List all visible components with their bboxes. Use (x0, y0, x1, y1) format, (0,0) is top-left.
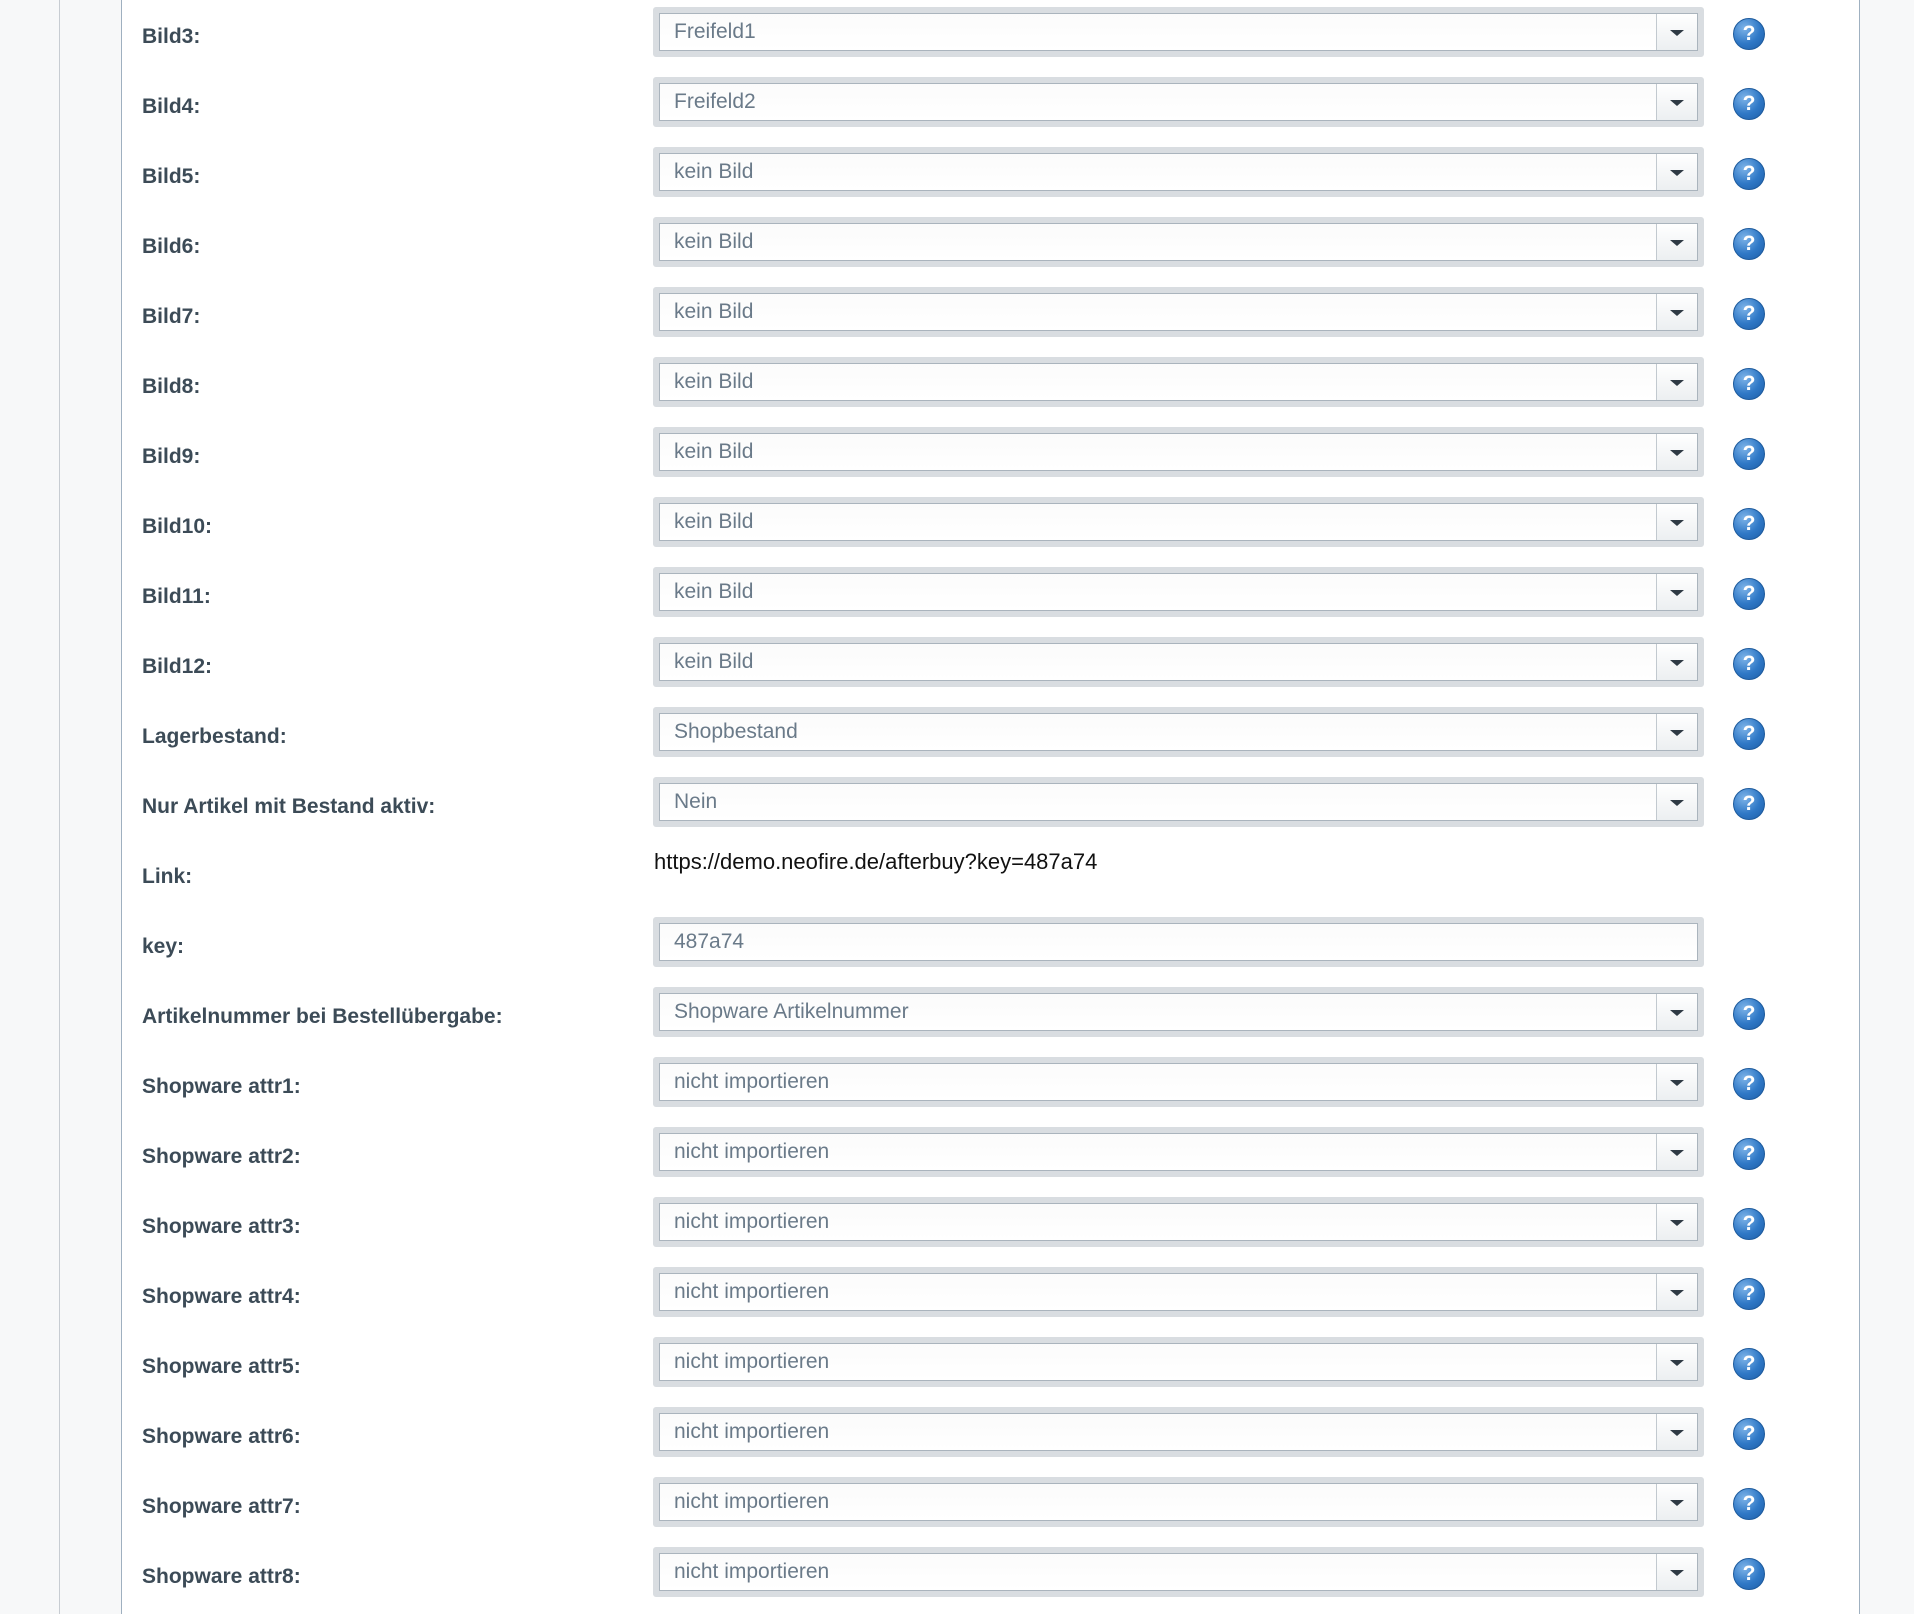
lagerbestand-select[interactable] (653, 707, 1704, 757)
artikelnummer-select[interactable] (653, 987, 1704, 1037)
field-label: Shopware attr3: (142, 1215, 301, 1238)
help-icon[interactable]: ? (1733, 1068, 1765, 1100)
field-label: Bild5: (142, 165, 201, 188)
chevron-down-icon (1670, 100, 1684, 106)
dropdown-trigger[interactable] (1656, 1064, 1697, 1100)
shopware-attr7-select[interactable] (653, 1477, 1704, 1527)
shopware-attr1-select[interactable] (653, 1057, 1704, 1107)
field-label: Bild7: (142, 305, 201, 328)
chevron-down-icon (1670, 380, 1684, 386)
field-label: Lagerbestand: (142, 725, 287, 748)
nur-artikel-mit-bestand-select[interactable] (653, 777, 1704, 827)
select-value: kein Bild (674, 230, 754, 253)
select-value: kein Bild (674, 510, 754, 533)
chevron-down-icon (1670, 730, 1684, 736)
bild4-select[interactable] (653, 77, 1704, 127)
dropdown-trigger[interactable] (1656, 364, 1697, 400)
help-icon[interactable]: ? (1733, 1208, 1765, 1240)
field-label: Bild12: (142, 655, 213, 678)
select-value: kein Bild (674, 300, 754, 323)
bild12-select[interactable] (653, 637, 1704, 687)
outer-border-line (59, 0, 60, 1614)
shopware-attr4-select[interactable] (653, 1267, 1704, 1317)
chevron-down-icon (1670, 450, 1684, 456)
help-icon[interactable]: ? (1733, 1418, 1765, 1450)
dropdown-trigger[interactable] (1656, 574, 1697, 610)
select-value: Nein (674, 790, 718, 813)
form-row-bild10 (122, 492, 1859, 562)
help-icon[interactable]: ? (1733, 998, 1765, 1030)
dropdown-trigger[interactable] (1656, 1274, 1697, 1310)
dropdown-trigger[interactable] (1656, 994, 1697, 1030)
chevron-down-icon (1670, 1150, 1684, 1156)
field-label: Link: (142, 865, 193, 888)
help-icon[interactable]: ? (1733, 1558, 1765, 1590)
help-icon[interactable]: ? (1733, 718, 1765, 750)
dropdown-trigger[interactable] (1656, 294, 1697, 330)
dropdown-trigger[interactable] (1656, 434, 1697, 470)
chevron-down-icon (1670, 1500, 1684, 1506)
help-icon[interactable]: ? (1733, 438, 1765, 470)
dropdown-trigger[interactable] (1656, 644, 1697, 680)
select-value: kein Bild (674, 160, 754, 183)
dropdown-trigger[interactable] (1656, 504, 1697, 540)
form-row-shopware-attr5 (122, 1332, 1859, 1402)
chevron-down-icon (1670, 520, 1684, 526)
dropdown-trigger[interactable] (1656, 1554, 1697, 1590)
form-row-bild7 (122, 282, 1859, 352)
form-row-bild9 (122, 422, 1859, 492)
help-icon[interactable]: ? (1733, 648, 1765, 680)
form-row-bild4 (122, 72, 1859, 142)
chevron-down-icon (1670, 660, 1684, 666)
dropdown-trigger[interactable] (1656, 1204, 1697, 1240)
field-label: Shopware attr4: (142, 1285, 301, 1308)
chevron-down-icon (1670, 310, 1684, 316)
help-icon[interactable]: ? (1733, 18, 1765, 50)
select-value: Freifeld1 (674, 20, 756, 43)
field-label: Shopware attr1: (142, 1075, 301, 1098)
chevron-down-icon (1670, 1430, 1684, 1436)
field-label: Artikelnummer bei Bestellübergabe: (142, 1005, 503, 1028)
settings-form-panel (121, 0, 1860, 1614)
help-icon[interactable]: ? (1733, 578, 1765, 610)
chevron-down-icon (1670, 1570, 1684, 1576)
shopware-attr2-select[interactable] (653, 1127, 1704, 1177)
form-row-shopware-attr8 (122, 1542, 1859, 1612)
shopware-attr8-select[interactable] (653, 1547, 1704, 1597)
form-row-nur-artikel-mit-bestand (122, 772, 1859, 842)
field-label: Bild4: (142, 95, 201, 118)
form-row-bild3 (122, 2, 1859, 72)
help-icon[interactable]: ? (1733, 1278, 1765, 1310)
select-value: nicht importieren (674, 1280, 830, 1303)
form-row-lagerbestand (122, 702, 1859, 772)
dropdown-trigger[interactable] (1656, 84, 1697, 120)
help-icon[interactable]: ? (1733, 368, 1765, 400)
select-value: kein Bild (674, 580, 754, 603)
help-icon[interactable]: ? (1733, 508, 1765, 540)
bild8-select[interactable] (653, 357, 1704, 407)
chevron-down-icon (1670, 170, 1684, 176)
select-value: nicht importieren (674, 1560, 830, 1583)
field-label: Bild8: (142, 375, 201, 398)
select-value: nicht importieren (674, 1350, 830, 1373)
bild9-select[interactable] (653, 427, 1704, 477)
form-row-key (122, 912, 1859, 982)
select-value: nicht importieren (674, 1490, 830, 1513)
select-value: kein Bild (674, 370, 754, 393)
select-value: nicht importieren (674, 1140, 830, 1163)
dropdown-trigger[interactable] (1656, 1344, 1697, 1380)
select-value: kein Bild (674, 440, 754, 463)
select-value: Shopbestand (674, 720, 798, 743)
field-label: Bild10: (142, 515, 213, 538)
afterbuy-link-url[interactable]: https://demo.neofire.de/afterbuy?key=487a74 (654, 849, 1098, 874)
form-row-artikelnummer (122, 982, 1859, 1052)
dropdown-trigger[interactable] (1656, 1134, 1697, 1170)
select-value: Shopware Artikelnummer (674, 1000, 909, 1023)
bild3-select[interactable] (653, 7, 1704, 57)
chevron-down-icon (1670, 1360, 1684, 1366)
select-value: nicht importieren (674, 1070, 830, 1093)
chevron-down-icon (1670, 30, 1684, 36)
chevron-down-icon (1670, 800, 1684, 806)
shopware-attr3-select[interactable] (653, 1197, 1704, 1247)
form-row-bild11 (122, 562, 1859, 632)
shopware-attr6-select[interactable] (653, 1407, 1704, 1457)
bild7-select[interactable] (653, 287, 1704, 337)
form-row-shopware-attr1 (122, 1052, 1859, 1122)
dropdown-trigger[interactable] (1656, 154, 1697, 190)
help-icon[interactable]: ? (1733, 158, 1765, 190)
form-row-bild6 (122, 212, 1859, 282)
dropdown-trigger[interactable] (1656, 1414, 1697, 1450)
bild5-select[interactable] (653, 147, 1704, 197)
form-row-shopware-attr4 (122, 1262, 1859, 1332)
chevron-down-icon (1670, 1010, 1684, 1016)
shopware-attr5-select[interactable] (653, 1337, 1704, 1387)
form-row-shopware-attr7 (122, 1472, 1859, 1542)
select-value: kein Bild (674, 650, 754, 673)
bild6-select[interactable] (653, 217, 1704, 267)
help-icon[interactable]: ? (1733, 1348, 1765, 1380)
field-label: Shopware attr7: (142, 1495, 301, 1518)
field-label: Bild9: (142, 445, 201, 468)
form-row-bild12 (122, 632, 1859, 702)
help-icon[interactable]: ? (1733, 1488, 1765, 1520)
dropdown-trigger[interactable] (1656, 784, 1697, 820)
help-icon[interactable]: ? (1733, 88, 1765, 120)
dropdown-trigger[interactable] (1656, 1484, 1697, 1520)
chevron-down-icon (1670, 1080, 1684, 1086)
chevron-down-icon (1670, 1220, 1684, 1226)
field-label: Nur Artikel mit Bestand aktiv: (142, 795, 436, 818)
input-value: 487a74 (674, 930, 745, 953)
help-icon[interactable]: ? (1733, 788, 1765, 820)
field-label: Bild3: (142, 25, 201, 48)
field-label: Shopware attr8: (142, 1565, 301, 1588)
field-label: Bild11: (142, 585, 211, 608)
field-label: Shopware attr2: (142, 1145, 301, 1168)
form-row-shopware-attr2 (122, 1122, 1859, 1192)
field-label: key: (142, 935, 185, 958)
dropdown-trigger[interactable] (1656, 224, 1697, 260)
select-value: nicht importieren (674, 1210, 830, 1233)
dropdown-trigger[interactable] (1656, 714, 1697, 750)
key-input[interactable] (653, 917, 1704, 967)
chevron-down-icon (1670, 1290, 1684, 1296)
bild10-select[interactable] (653, 497, 1704, 547)
form-row-link (122, 842, 1859, 912)
form-row-bild8 (122, 352, 1859, 422)
bild11-select[interactable] (653, 567, 1704, 617)
chevron-down-icon (1670, 240, 1684, 246)
help-icon[interactable]: ? (1733, 1138, 1765, 1170)
chevron-down-icon (1670, 590, 1684, 596)
select-value: Freifeld2 (674, 90, 756, 113)
field-label: Bild6: (142, 235, 201, 258)
form-row-shopware-attr6 (122, 1402, 1859, 1472)
form-row-shopware-attr3 (122, 1192, 1859, 1262)
dropdown-trigger[interactable] (1656, 14, 1697, 50)
help-icon[interactable]: ? (1733, 298, 1765, 330)
help-icon[interactable]: ? (1733, 228, 1765, 260)
field-label: Shopware attr5: (142, 1355, 301, 1378)
field-label: Shopware attr6: (142, 1425, 301, 1448)
select-value: nicht importieren (674, 1420, 830, 1443)
form-row-bild5 (122, 142, 1859, 212)
